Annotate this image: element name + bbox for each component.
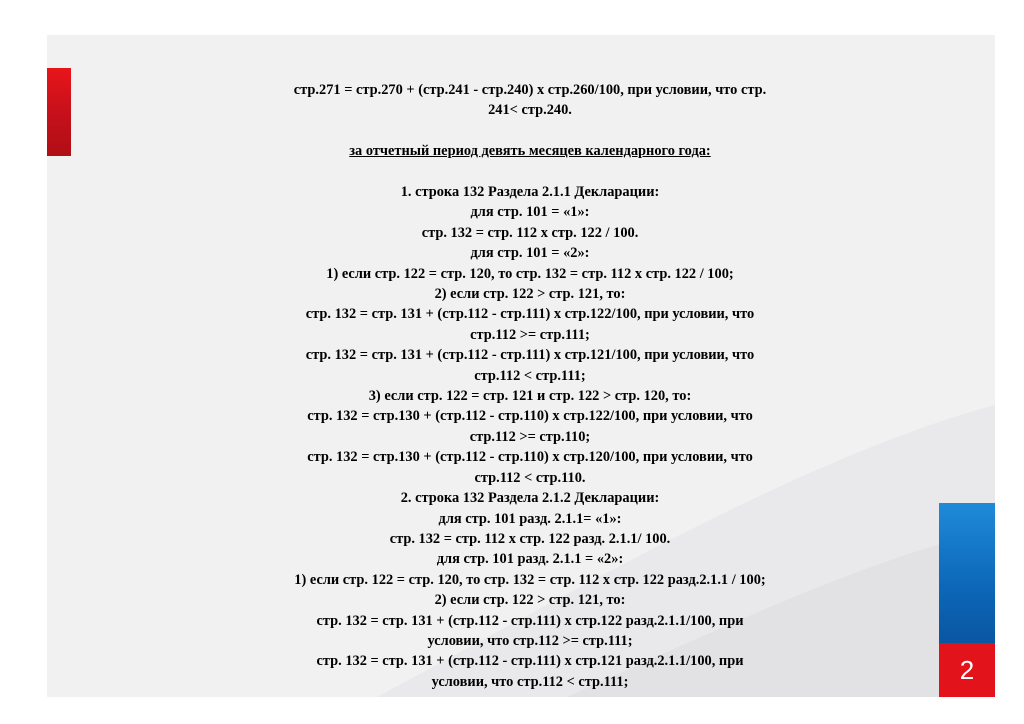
formula-line: стр.112 < стр.111; [474,367,586,384]
formula-line: стр.112 >= стр.110; [469,428,591,445]
formula-line: стр. 132 = стр. 112 х стр. 122 разд. 2.1.1/ 100. [389,530,671,547]
page-number: 2 [959,654,975,685]
formula-line: условии, что стр.112 >= стр.111; [427,632,633,649]
formula-line: стр.112 >= стр.111; [470,326,590,343]
item-heading: 2. строка 132 Раздела 2.1.2 Декларации: [400,490,660,507]
red-accent-bar [47,68,71,156]
blank-line [200,121,860,141]
formula-line: 241< стр.240. [488,102,572,119]
formula-line: 2) если стр. 122 > стр. 121, то: [434,592,626,609]
formula-line: условии, что стр.112 < стр.111; [431,673,629,690]
formula-line: для стр. 101 разд. 2.1.1= «1»: [438,510,622,527]
blue-accent-bar [939,503,995,643]
formula-line: для стр. 101 = «2»: [470,245,590,262]
formula-line: стр. 132 = стр.130 + (стр.112 - стр.110) х стр.122/100, при условии, что [307,408,753,425]
item-heading: 1. строка 132 Раздела 2.1.1 Декларации: [400,184,660,200]
formula-line: стр. 132 = стр. 131 + (стр.112 - стр.111) х стр.121/100, при условии, что [305,347,755,364]
formula-line: 1) если стр. 122 = стр. 120, то стр. 132 = стр. 112 х стр. 122 / 100; [326,265,734,282]
page-number-badge [939,643,995,697]
formula-line: для стр. 101 разд. 2.1.1 = «2»: [436,551,624,568]
formula-line: стр.112 < стр.110. [474,469,586,486]
formula-line: 1) если стр. 122 = стр. 120, то стр. 132 = стр. 112 х стр. 122 разд.2.1.1 / 100; [294,571,766,588]
formula-line: 2) если стр. 122 > стр. 121, то: [434,286,626,303]
formula-line: стр. 132 = стр.130 + (стр.112 - стр.110) х стр.120/100, при условии, что [307,449,753,466]
document-text [200,80,860,692]
formula-line: стр. 132 = стр. 131 + (стр.112 - стр.111) х стр.121 разд.2.1.1/100, при [316,653,744,670]
formula-line: стр. 132 = стр. 131 + (стр.112 - стр.111) х стр.122 разд.2.1.1/100, при [316,612,744,629]
formula-line: стр.271 = стр.270 + (стр.241 - стр.240) х стр.260/100, при условии, что стр. [293,82,767,98]
formula-line: стр. 132 = стр. 131 + (стр.112 - стр.111) х стр.122/100, при условии, что [305,306,755,323]
formula-line: стр. 132 = стр. 112 х стр. 122 / 100. [421,224,639,241]
blank-line [200,162,860,182]
formula-line: для стр. 101 = «1»: [470,204,590,221]
section-heading: за отчетный период девять месяцев календарного года: [349,143,711,160]
formula-line: 3) если стр. 122 = стр. 121 и стр. 122 > стр. 120, то: [368,388,692,405]
